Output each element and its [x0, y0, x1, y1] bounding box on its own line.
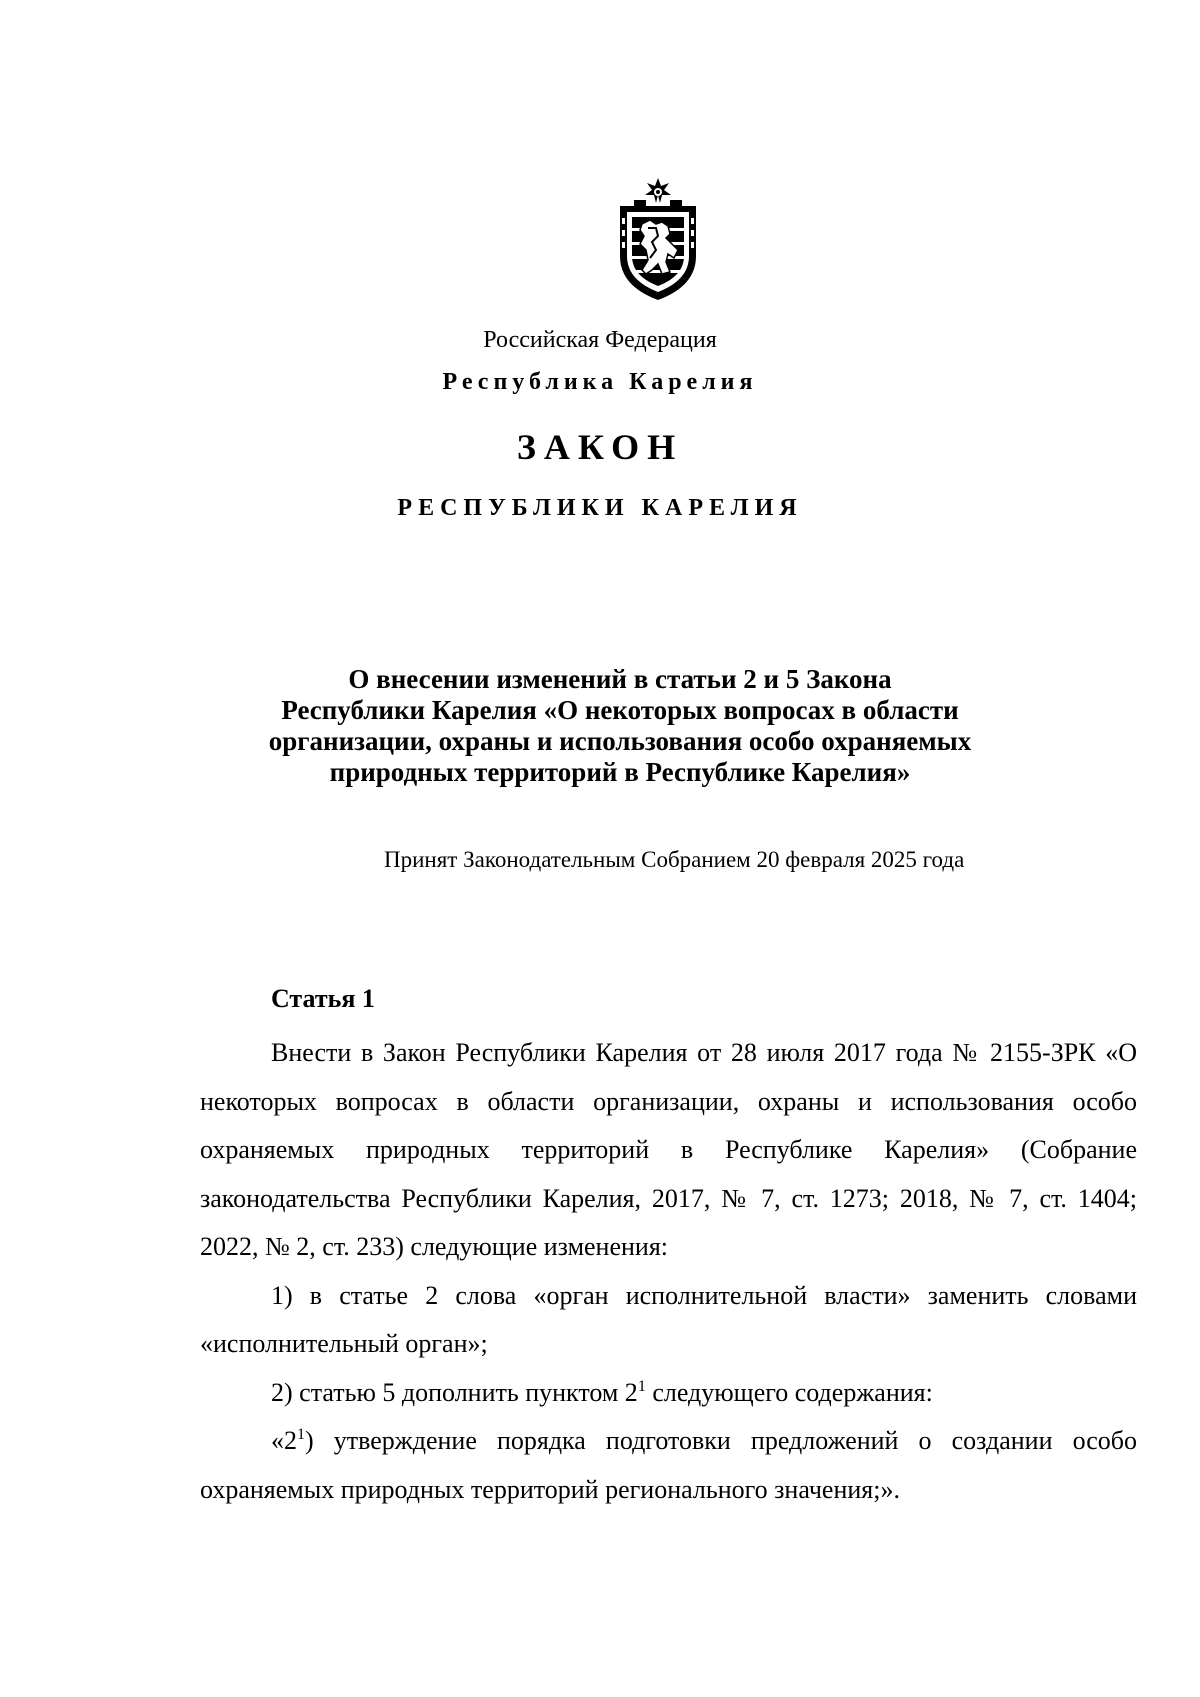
- subject-line: О внесении изменений в статьи 2 и 5 Закона: [348, 664, 892, 694]
- clause-number: «2: [271, 1426, 297, 1455]
- subject-line: природных территорий в Республике Карелия»: [329, 757, 911, 787]
- clause-text: ) утверждение порядка подготовки предложений о создании особо охраняемых природных территорий регионального значения;».: [200, 1426, 1137, 1504]
- amendment-item-2: [200, 1369, 1137, 1418]
- subject-line: Республики Карелия «О некоторых вопросах в области: [281, 695, 959, 725]
- item2-superscript: 1: [637, 1377, 646, 1395]
- law-subject: [240, 664, 1000, 788]
- coat-of-arms-icon: [612, 178, 704, 302]
- subject-line: организации, охраны и использования особо охраняемых: [268, 726, 972, 756]
- law-title: ЗАКОН: [516, 427, 684, 467]
- country-name: Российская Федерация: [483, 327, 717, 353]
- article-body: [200, 1029, 1137, 1514]
- item2-text-after: следующего содержания:: [645, 1377, 933, 1407]
- item2-text-before: 2) статью 5 дополнить пунктом 2: [271, 1377, 638, 1407]
- amendment-item-1: 1) в статье 2 слова «орган исполнительной власти» заменить словами «исполнительный орган»;: [200, 1280, 1137, 1358]
- law-subtitle: РЕСПУБЛИКИ КАРЕЛИЯ: [397, 495, 803, 521]
- article-heading: Статья 1: [271, 984, 375, 1013]
- republic-name: Республика Карелия: [442, 369, 758, 395]
- adoption-note: Принят Законодательным Собранием 20 февраля 2025 года: [384, 847, 965, 872]
- clause-superscript: 1: [297, 1426, 305, 1443]
- inserted-clause: [200, 1417, 1137, 1514]
- article-intro-paragraph: Внести в Закон Республики Карелия от 28 июля 2017 года № 2155-ЗРК «О некоторых вопросах в области организации, охраны и использования особо охраняемых природных территорий в Республике Карелия» (Собрание законодательства Республики Карелия, 2017, № 7, ст. 1273; 2018, № 7, ст. 1404; 2022, № 2, ст. 233) следующие изменения:: [200, 1038, 1137, 1261]
